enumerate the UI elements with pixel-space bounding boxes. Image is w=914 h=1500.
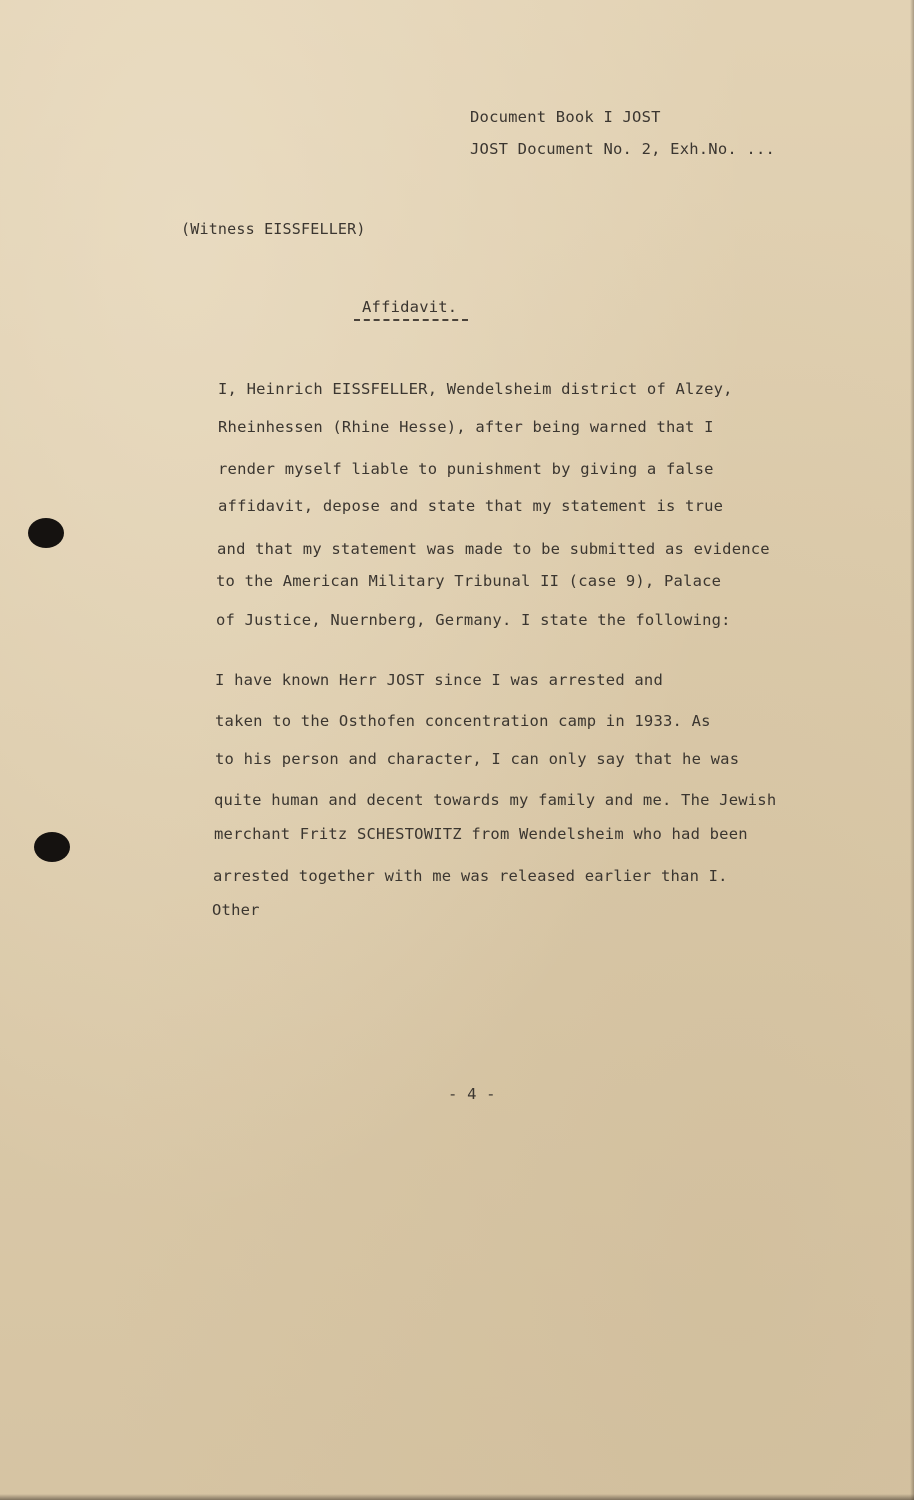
punch-hole (28, 518, 64, 548)
document-number-reference: JOST Document No. 2, Exh.No. ... (470, 140, 776, 158)
page-edge-shadow (910, 0, 914, 1500)
document-book-reference: Document Book I JOST (470, 108, 661, 126)
body-line-1: I, Heinrich EISSFELLER, Wendelsheim district of Alzey, (218, 380, 733, 398)
body-line-2: Rheinhessen (Rhine Hesse), after being warned that I (218, 418, 714, 436)
page-number: - 4 - (448, 1085, 496, 1103)
body-line-9: taken to the Osthofen concentration camp in 1933. As (215, 712, 711, 730)
body-line-6: to the American Military Tribunal II (case 9), Palace (216, 572, 722, 590)
body-line-5: and that my statement was made to be submitted as evidence (217, 540, 770, 558)
title-underline (354, 319, 468, 321)
witness-label: (Witness EISSFELLER) (181, 220, 366, 238)
body-line-3: render myself liable to punishment by giving a false (218, 460, 714, 478)
punch-hole (34, 832, 70, 862)
body-line-4: affidavit, depose and state that my statement is true (218, 497, 724, 515)
body-line-13: arrested together with me was released earlier than I. (213, 867, 728, 885)
page-edge-shadow (0, 1494, 914, 1500)
body-line-14: Other (212, 901, 260, 919)
body-line-7: of Justice, Nuernberg, Germany. I state the following: (216, 611, 731, 629)
body-line-12: merchant Fritz SCHESTOWITZ from Wendelsheim who had been (214, 825, 748, 843)
body-line-10: to his person and character, I can only say that he was (215, 750, 740, 768)
body-line-8: I have known Herr JOST since I was arrested and (215, 671, 663, 689)
document-title: Affidavit. (362, 298, 458, 316)
body-line-11: quite human and decent towards my family and me. The Jewish (214, 791, 777, 809)
